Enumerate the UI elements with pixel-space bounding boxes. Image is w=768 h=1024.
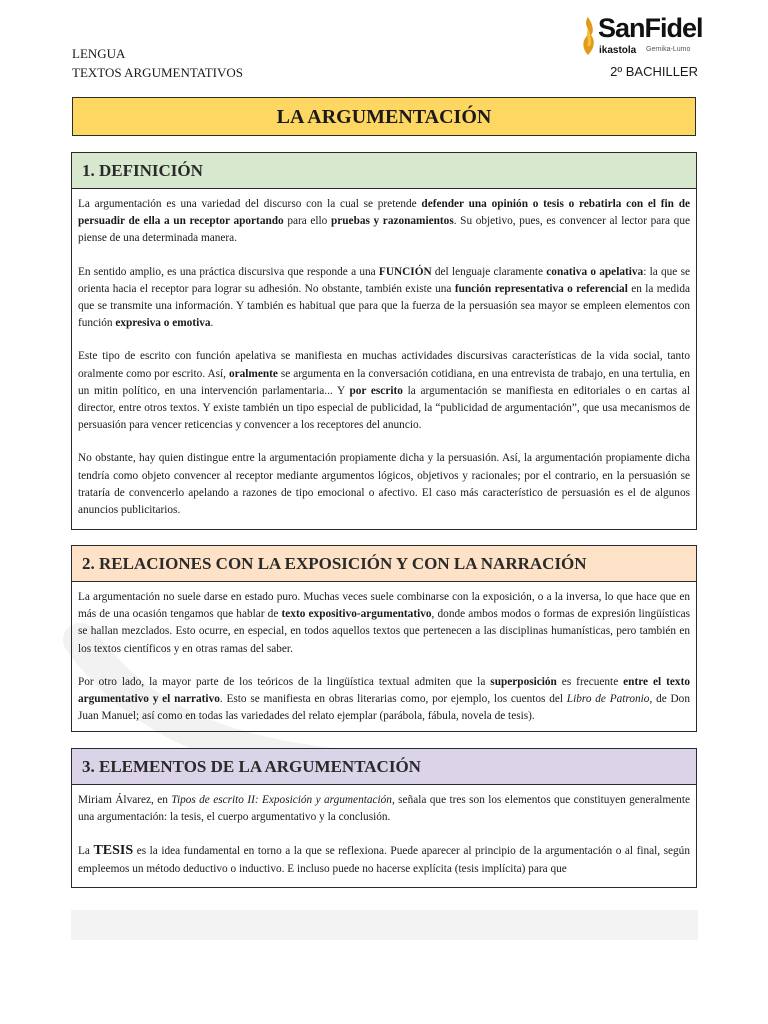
section-relaciones: [71, 545, 697, 732]
topic-label: TEXTOS ARGUMENTATIVOS: [72, 65, 243, 80]
logo-place: Gernika-Lumo: [646, 46, 691, 53]
subject-label: LENGUA: [72, 46, 126, 61]
section-heading: 2. RELACIONES CON LA EXPOSICIÓN Y CON LA NARRACIÓN: [72, 546, 696, 582]
footer-bar: [71, 910, 698, 940]
paragraph: La TESIS es la idea fundamental en torno a la que se reflexiona. Puede aparecer al principio de la argumentación o al final, según empleemos un método deductivo o inductivo. E incluso puede no hacerse explícita (tesis implícita) para que: [78, 843, 690, 875]
section-body: [72, 189, 696, 519]
header-left: [72, 44, 243, 82]
page-header: [72, 13, 703, 84]
page-title: LA ARGUMENTACIÓN: [72, 97, 696, 136]
paragraph: Por otro lado, la mayor parte de los teóricos de la lingüística textual admiten que la superposición es frecuente entre el texto argumentativo y el narrativo. Esto se manifiesta en obras literarias como, por ejemplo, los cuentos del Libro de Patronio, de Don Juan Manuel; así como en todas las variedades del relato ejemplar (parábola, fábula, novela de tesis).: [78, 675, 690, 723]
section-definicion: [71, 152, 697, 530]
level-label: 2º BACHILLER: [610, 64, 698, 79]
logo-brand: SanFidel: [598, 13, 703, 43]
section-heading: 1. DEFINICIÓN: [72, 153, 696, 189]
school-logo: [578, 15, 702, 61]
paragraph: Este tipo de escrito con función apelativa se manifiesta en muchas actividades discursivas características de la vida social, tanto oralmente como por escrito. Así, oralmente se argumenta en la conversación cotidiana, en una entrevista de trabajo, en una tertulia, en un mitin político, en una intervención parlamentaria... Y por escrito la argumentación se manifiesta en editoriales o en cartas al director, entre otros textos. Y existe también un tipo especial de publicidad, la “publicidad de argumentación”, que usa mecanismos de persuasión para vencer reticencias y convencer a los receptores del anuncio.: [78, 350, 690, 432]
paragraph: La argumentación no suele darse en estado puro. Muchas veces suele combinarse con la exposición, o a la inversa, lo que hace que en más de una ocasión tengamos que hablar de texto expositivo-argumentativo, donde ambos modos o formas de expresión lingüísticas se hallan mezclados. Esto ocurre, en especial, en todos aquellos textos que pertenecen a las disciplinas humanísticas, pero también en los textos científicos y en otras ramas del saber.: [78, 591, 690, 655]
paragraph: La argumentación es una variedad del discurso con la cual se pretende defender una opinión o tesis o rebatirla con el fin de persuadir de ella a un receptor aportando para ello pruebas y razonamientos. Su objetivo, pues, es convencer al lector para que piense de una determinada manera.: [78, 198, 690, 245]
paragraph: En sentido amplio, es una práctica discursiva que responde a una FUNCIÓN del lenguaje claramente conativa o apelativa: la que se orienta hacia el receptor para lograr su adhesión. No obstante, también existe una función representativa o referencial en la medida que se transmite una información. Y también es habitual que para que la fuerza de la persuasión sea mayor se empleen elementos con función expresiva o emotiva.: [78, 265, 690, 330]
logo-sub: ikastola: [599, 45, 637, 56]
paragraph: Miriam Álvarez, en Tipos de escrito II: Exposición y argumentación, señala que tres son los elementos que constituyen generalmente una argumentación: la tesis, el cuerpo argumentativo y la conclusión.: [78, 794, 690, 824]
section-elementos: [71, 748, 697, 888]
flame-icon: [578, 15, 598, 57]
paragraph: No obstante, hay quien distingue entre la argumentación propiamente dicha y la persuasión. Así, la argumentación propiamente dicha tendría como objeto convencer al receptor mediante argumentos lógicos, objetivos y racionales; por el contrario, en la persuasión se trataría de convencerlo apelando a razones de tipo emocional o afectivo. El caso más característico de persuasión es el de algunos anuncios publicitarios.: [78, 452, 690, 517]
section-body: [72, 582, 696, 725]
section-heading: 3. ELEMENTOS DE LA ARGUMENTACIÓN: [72, 749, 696, 785]
section-body: [72, 785, 696, 878]
